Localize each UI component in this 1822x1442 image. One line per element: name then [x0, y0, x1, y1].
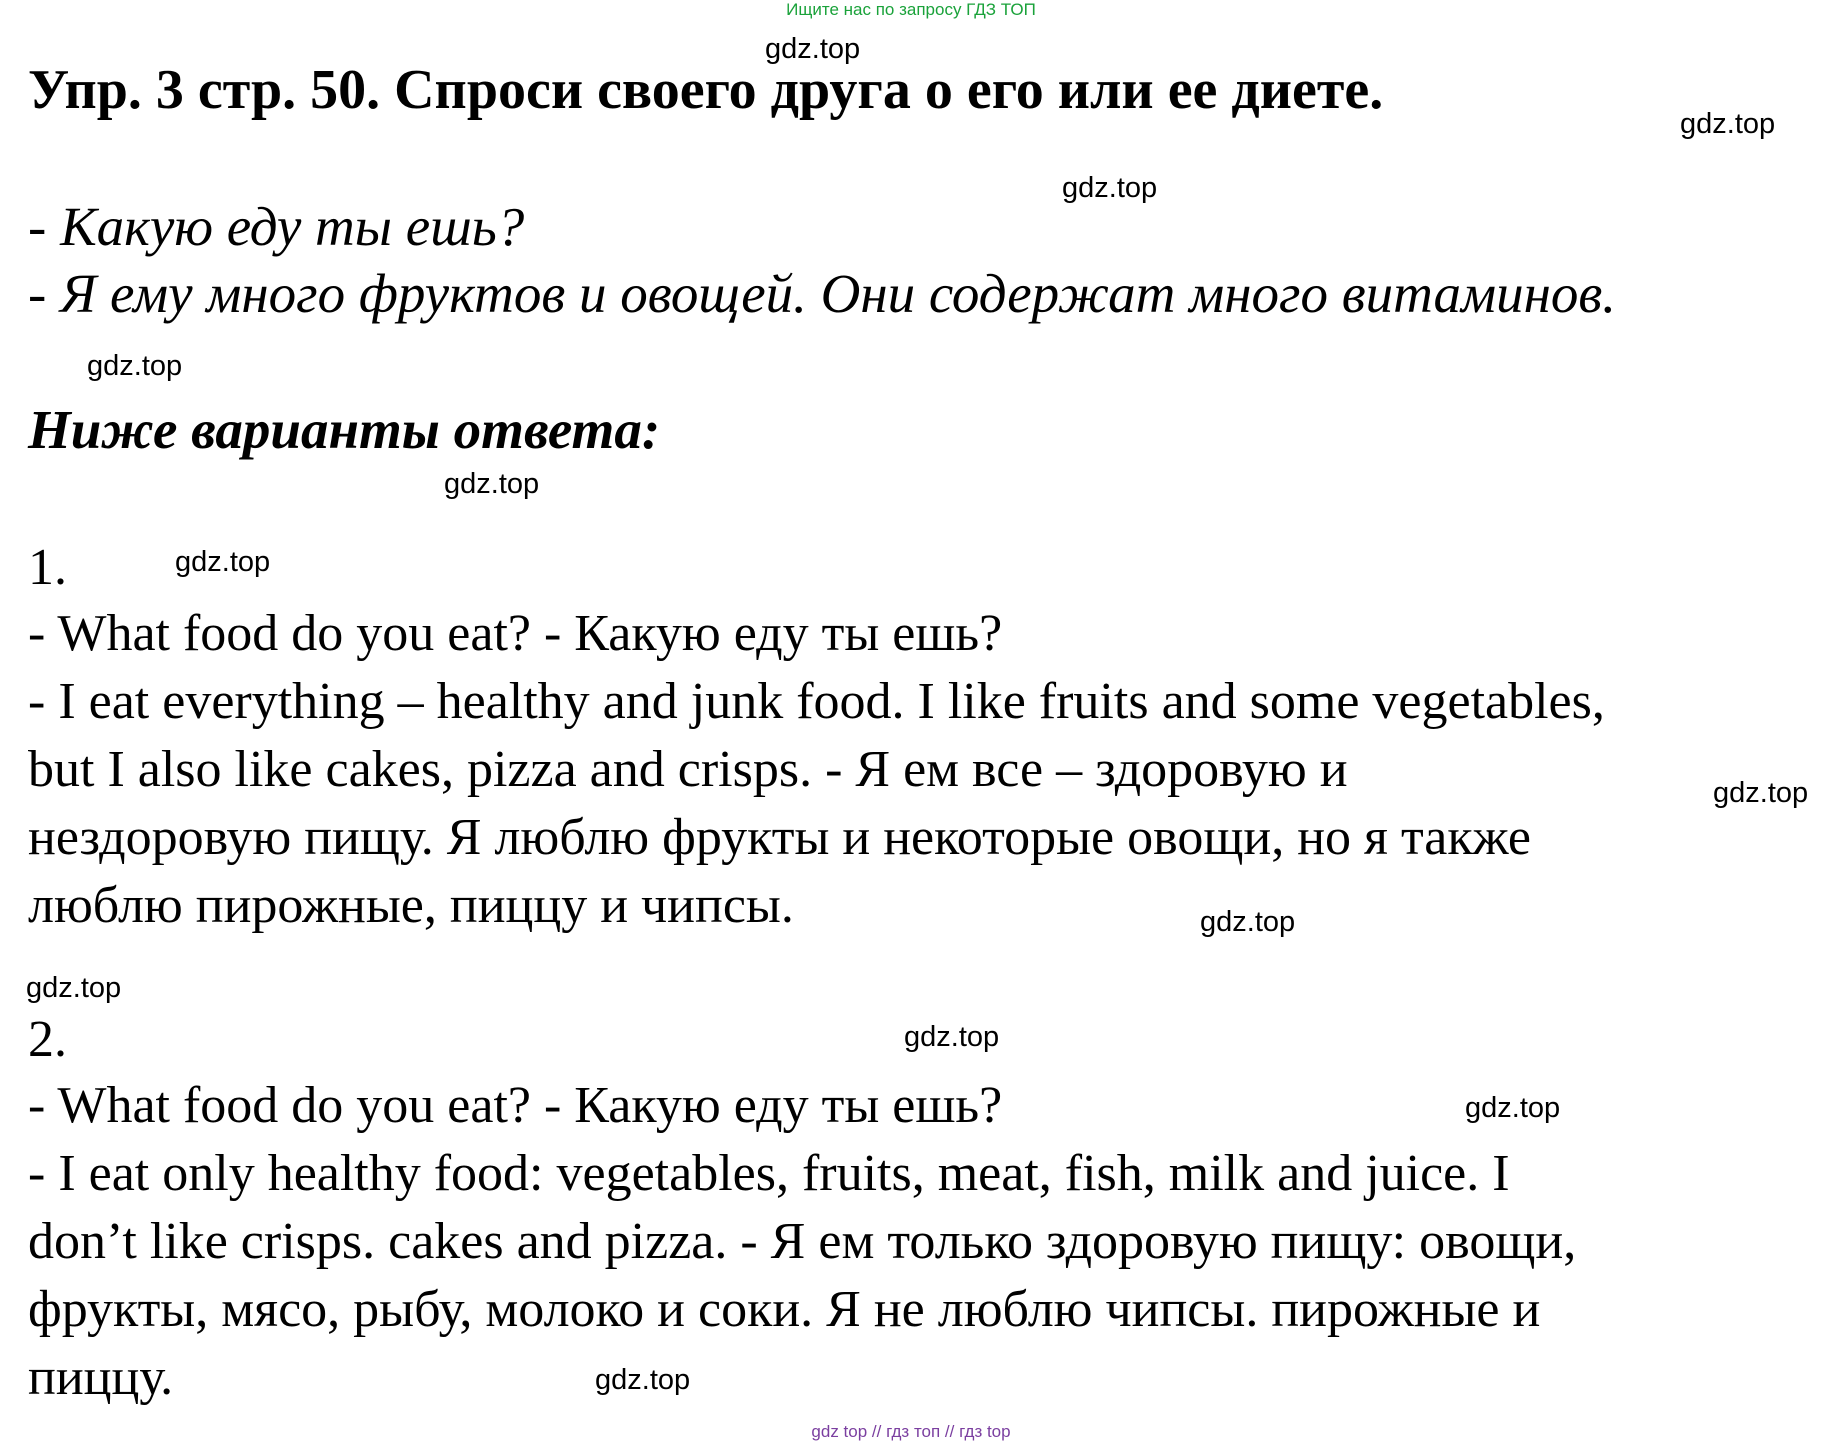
footer-links: gdz top // гдз топ // гдз top [811, 1422, 1011, 1441]
answer-2-line: don’t like crisps. cakes and pizza. - Я ем только здоровую пищу: овощи, [28, 1213, 1577, 1270]
question-line: - Какую еду ты ешь? [28, 196, 525, 257]
watermark: gdz.top [175, 546, 271, 578]
answer-1-line: нездоровую пищу. Я люблю фрукты и некоторые овощи, но я также [28, 809, 1531, 866]
watermark: gdz.top [1465, 1092, 1561, 1124]
watermark: gdz.top [765, 33, 861, 65]
answer-2-line: - I eat only healthy food: vegetables, fruits, meat, fish, milk and juice. I [28, 1145, 1510, 1202]
answer-1-line: but I also like cakes, pizza and crisps. - Я ем все – здоровую и [28, 741, 1348, 798]
watermark: gdz.top [87, 350, 183, 382]
answer-number-1: 1. [28, 539, 67, 596]
answer-1-line: - What food do you eat? - Какую еду ты ешь? [28, 605, 1003, 662]
watermark: gdz.top [1680, 108, 1776, 140]
answer-number-2: 2. [28, 1011, 67, 1068]
watermark: gdz.top [1200, 906, 1296, 938]
answer-2-line: пиццу. [28, 1349, 174, 1406]
watermark: gdz.top [1062, 172, 1158, 204]
header-note: Ищите нас по запросу ГДЗ ТОП [786, 0, 1036, 19]
watermark: gdz.top [595, 1364, 691, 1396]
watermark: gdz.top [26, 972, 122, 1004]
watermark: gdz.top [444, 468, 540, 500]
answer-2-line: фрукты, мясо, рыбу, молоко и соки. Я не люблю чипсы. пирожные и [28, 1281, 1541, 1338]
answer-line: - Я ему много фруктов и овощей. Они содержат много витаминов. [28, 263, 1617, 324]
variants-heading: Ниже варианты ответа: [28, 399, 661, 460]
watermark: gdz.top [904, 1021, 1000, 1053]
answer-2-line: - What food do you eat? - Какую еду ты ешь? [28, 1077, 1003, 1134]
answer-1-line: люблю пирожные, пиццу и чипсы. [28, 877, 794, 934]
exercise-title: Упр. 3 стр. 50. Спроси своего друга о его или ее диете. [28, 59, 1384, 121]
watermark: gdz.top [1713, 777, 1809, 809]
answer-1-line: - I eat everything – healthy and junk food. I like fruits and some vegetables, [28, 673, 1605, 730]
